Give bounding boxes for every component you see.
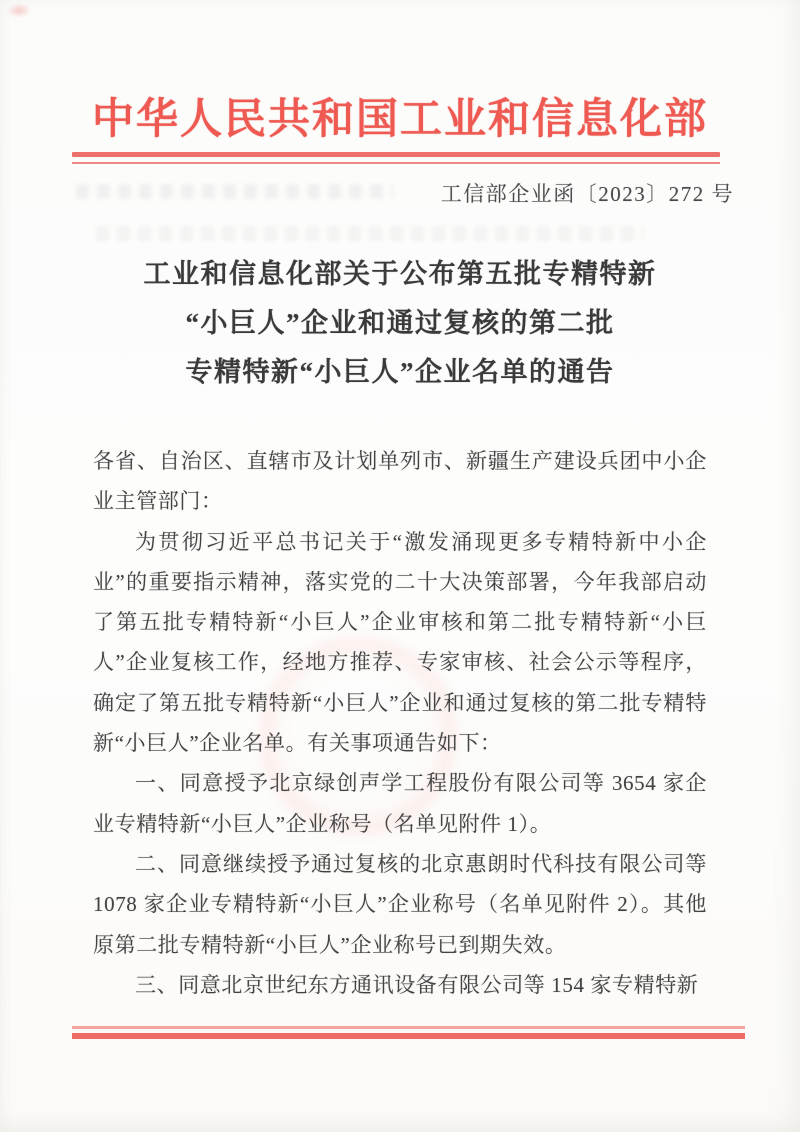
notice-title-line-2: “小巨人”企业和通过复核的第二批 [185, 308, 615, 338]
paragraph-item-3: 三、同意北京世纪东方通讯设备有限公司等 154 家专精特新 [135, 972, 699, 997]
letterhead-org-name: 中华人民共和国工业和信息化部 [91, 97, 708, 143]
scan-smudge-artifact [7, 3, 31, 18]
footer-rule-thin [72, 1026, 745, 1029]
footer-rule-thick [72, 1033, 745, 1039]
salutation: 各省、自治区、直辖市及计划单列市、新疆生产建设兵团中小企业主管部门： [93, 449, 707, 514]
letterhead-rule-thick [72, 152, 720, 157]
bleed-through-artifact [96, 226, 644, 241]
footer-rule [72, 1026, 745, 1039]
notice-title-line-1: 工业和信息化部关于公布第五批专精特新 [143, 259, 657, 289]
notice-title [0, 250, 800, 397]
letterhead-rule-thin [72, 162, 720, 164]
letterhead-rule [72, 152, 720, 164]
document-number: 工信部企业函〔2023〕272 号 [440, 182, 734, 206]
paragraph-intro: 为贯彻习近平总书记关于“激发涌现更多专精特新中小企业”的重要指示精神，落实党的二十大决策部署，今年我部启动了第五批专精特新“小巨人”企业审核和第二批专精特新“小巨人”企业复核工作，经地方推荐、专家审核、社会公示等程序，确定了第五批专精特新“小巨人”企业和通过复核的第二批专精特新“小巨人”企业名单。有关事项通告如下： [93, 529, 707, 756]
paragraph-item-1: 一、同意授予北京绿创声学工程股份有限公司等 3654 家企业专精特新“小巨人”企业称号（名单见附件 1）。 [93, 771, 707, 836]
bleed-through-artifact [76, 184, 394, 199]
paragraph-item-2: 二、同意继续授予通过复核的北京惠朗时代科技有限公司等 1078 家企业专精特新“小巨人”企业称号（名单见附件 2）。其他原第二批专精特新“小巨人”企业称号已到期失效。 [93, 851, 707, 957]
notice-body [93, 441, 707, 1005]
notice-title-line-3: 专精特新“小巨人”企业名单的通告 [185, 357, 615, 387]
